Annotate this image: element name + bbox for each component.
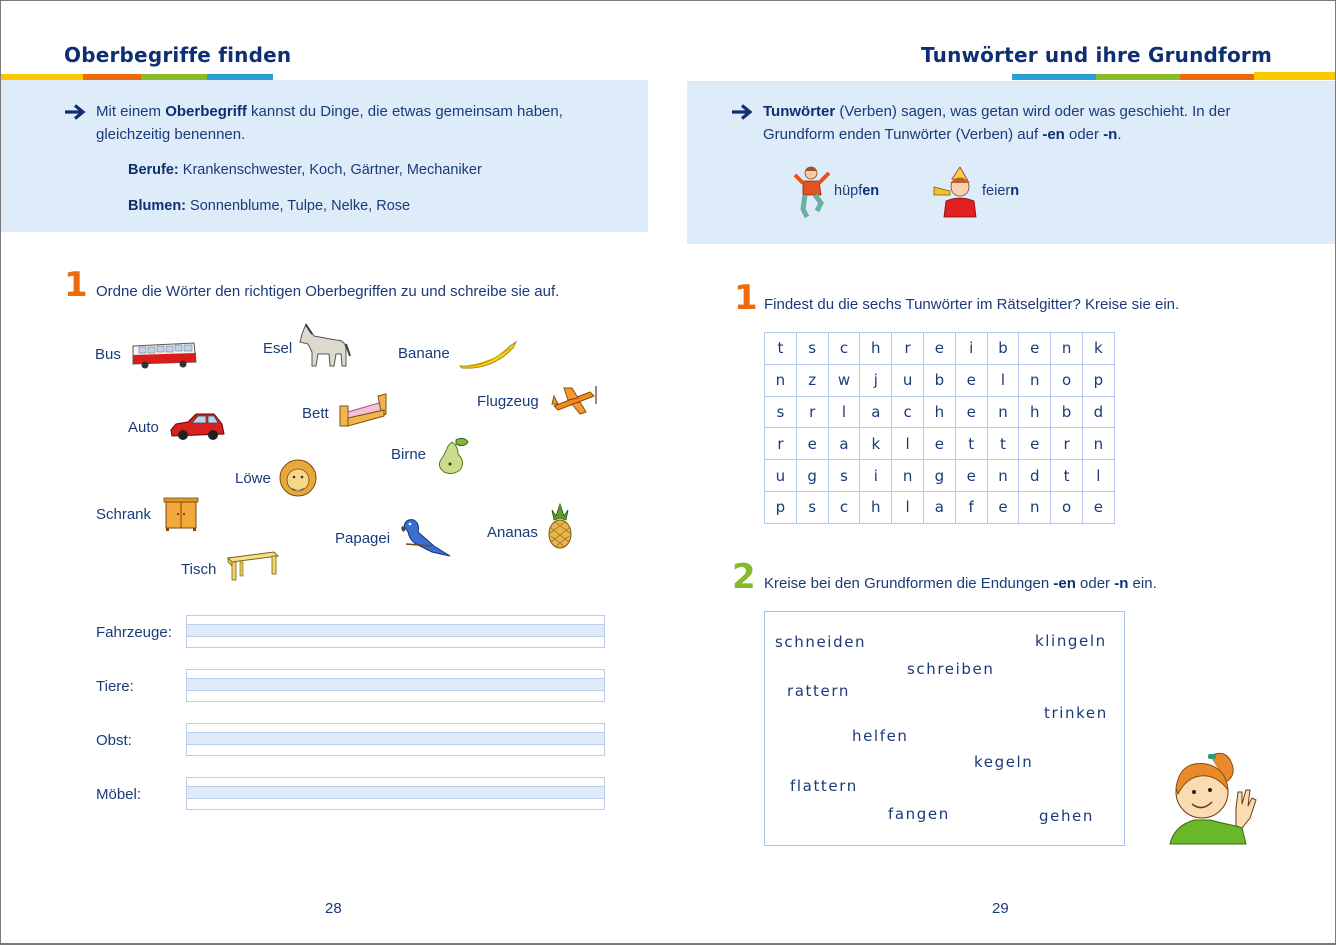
word-loewe: Löwe <box>235 470 271 487</box>
jumping-boy-icon <box>793 165 833 221</box>
grid-cell[interactable]: u <box>765 460 797 492</box>
arrow-right-icon <box>731 104 753 120</box>
bed-icon <box>338 392 388 428</box>
page-title: Oberbegriffe finden <box>64 43 292 67</box>
grid-cell[interactable]: n <box>1051 333 1083 365</box>
verb-gehen[interactable]: gehen <box>1039 807 1094 825</box>
category-label-obst: Obst: <box>96 732 132 749</box>
grid-cell[interactable]: d <box>1082 396 1114 428</box>
task-number: 2 <box>732 557 756 597</box>
grid-cell[interactable]: h <box>860 491 892 523</box>
table-icon <box>226 550 280 582</box>
grid-cell[interactable]: t <box>765 333 797 365</box>
grid-cell[interactable]: k <box>1082 333 1114 365</box>
word-bus: Bus <box>95 346 121 363</box>
grid-cell[interactable]: n <box>1082 428 1114 460</box>
grid-cell[interactable]: l <box>1082 460 1114 492</box>
car-icon <box>168 410 226 442</box>
grid-cell[interactable]: z <box>796 364 828 396</box>
example-huepfen: hüpfen <box>834 183 880 199</box>
grid-cell[interactable]: l <box>892 428 924 460</box>
grid-row <box>765 333 1115 365</box>
task-number: 1 <box>734 278 758 318</box>
grid-cell[interactable]: c <box>892 396 924 428</box>
grid-cell[interactable]: t <box>987 428 1019 460</box>
grid-cell[interactable]: n <box>765 364 797 396</box>
bus-icon <box>130 340 198 370</box>
parrot-icon <box>398 516 452 558</box>
grid-cell[interactable]: f <box>955 491 987 523</box>
info-box <box>0 80 648 232</box>
verb-fangen[interactable]: fangen <box>888 805 950 823</box>
grid-cell[interactable]: r <box>892 333 924 365</box>
banana-icon <box>458 338 518 370</box>
grid-cell[interactable]: e <box>955 364 987 396</box>
word-papagei: Papagei <box>335 530 391 547</box>
info-text: Mit einem Oberbegriff kannst du Dinge, die etwas gemeinsam haben, gleichzeitig benennen. <box>96 103 563 143</box>
word-flugzeug: Flugzeug <box>477 393 539 410</box>
word-auto: Auto <box>128 419 159 436</box>
grid-row <box>765 364 1115 396</box>
verb-klingeln[interactable]: klingeln <box>1035 632 1107 650</box>
word-birne: Birne <box>391 446 427 463</box>
grid-cell[interactable]: e <box>955 460 987 492</box>
grid-cell[interactable]: r <box>1051 428 1083 460</box>
grid-cell[interactable]: h <box>860 333 892 365</box>
answer-line-obst[interactable] <box>186 723 605 756</box>
grid-cell[interactable]: p <box>1082 364 1114 396</box>
grid-cell[interactable]: s <box>796 333 828 365</box>
answer-line-fahrzeuge[interactable] <box>186 615 605 648</box>
word-tisch: Tisch <box>181 561 217 578</box>
grid-cell[interactable]: t <box>955 428 987 460</box>
grid-row <box>765 491 1115 523</box>
category-label-moebel: Möbel: <box>96 786 142 803</box>
grid-cell[interactable]: l <box>892 491 924 523</box>
cupboard-icon <box>162 496 200 532</box>
grid-cell[interactable]: p <box>765 491 797 523</box>
party-girl-icon <box>930 167 980 219</box>
verb-schneiden[interactable]: schneiden <box>775 633 867 651</box>
word-search-grid <box>764 332 1115 524</box>
grid-cell[interactable]: a <box>860 396 892 428</box>
grid-cell[interactable]: n <box>1019 491 1051 523</box>
grid-cell[interactable]: i <box>955 333 987 365</box>
verb-schreiben[interactable]: schreiben <box>907 660 995 678</box>
word-banane: Banane <box>398 345 450 362</box>
grid-cell[interactable]: n <box>987 460 1019 492</box>
grid-cell[interactable]: c <box>828 491 860 523</box>
task-instruction: Findest du die sechs Tunwörter im Rätselgitter? Kreise sie ein. <box>764 296 1180 313</box>
waving-girl-icon <box>1166 748 1262 848</box>
page-number: 28 <box>325 900 342 917</box>
example-blumen: Blumen: Sonnenblume, Tulpe, Nelke, Rose <box>128 198 411 214</box>
color-stripes <box>1012 72 1336 80</box>
grid-cell[interactable]: e <box>1082 491 1114 523</box>
word-ananas: Ananas <box>487 524 538 541</box>
grid-cell[interactable]: l <box>987 364 1019 396</box>
example-feiern: feiern <box>982 183 1020 199</box>
arrow-right-icon <box>64 104 86 120</box>
grid-cell[interactable]: e <box>923 333 955 365</box>
grid-cell[interactable]: c <box>828 333 860 365</box>
grid-cell[interactable]: d <box>1019 460 1051 492</box>
pineapple-icon <box>544 502 576 550</box>
airplane-icon <box>550 382 602 418</box>
word-bett: Bett <box>302 405 329 422</box>
grid-cell[interactable]: b <box>923 364 955 396</box>
example-berufe: Berufe: Krankenschwester, Koch, Gärtner, Mechaniker <box>128 162 482 178</box>
grid-cell[interactable]: s <box>828 460 860 492</box>
grid-cell[interactable]: w <box>828 364 860 396</box>
grid-cell[interactable]: b <box>1051 396 1083 428</box>
grid-cell[interactable]: r <box>796 396 828 428</box>
grid-cell[interactable]: e <box>923 428 955 460</box>
left-page <box>0 0 660 945</box>
grid-cell[interactable]: r <box>765 428 797 460</box>
page-number: 29 <box>992 900 1009 917</box>
task-instruction: Ordne die Wörter den richtigen Oberbegriffen zu und schreibe sie auf. <box>96 283 560 300</box>
task-number: 1 <box>64 265 88 305</box>
verb-helfen[interactable]: helfen <box>852 727 909 745</box>
verb-flattern[interactable]: flattern <box>790 777 858 795</box>
grid-row <box>765 428 1115 460</box>
info-box <box>687 81 1336 244</box>
color-stripes <box>0 72 273 80</box>
grid-cell[interactable]: s <box>796 491 828 523</box>
grid-cell[interactable]: n <box>892 460 924 492</box>
grid-cell[interactable]: e <box>796 428 828 460</box>
page-title: Tunwörter und ihre Grundform <box>920 43 1272 67</box>
grid-cell[interactable]: h <box>1019 396 1051 428</box>
grid-cell[interactable]: b <box>987 333 1019 365</box>
pear-icon <box>434 436 474 476</box>
word-schrank: Schrank <box>96 506 152 523</box>
grid-row <box>765 460 1115 492</box>
category-label-fahrzeuge: Fahrzeuge: <box>96 624 172 641</box>
grid-cell[interactable]: j <box>860 364 892 396</box>
donkey-icon <box>296 320 352 370</box>
grid-cell[interactable]: e <box>1019 428 1051 460</box>
grid-cell[interactable]: t <box>1051 460 1083 492</box>
grid-cell[interactable]: e <box>955 396 987 428</box>
category-label-tiere: Tiere: <box>96 678 134 695</box>
grid-cell[interactable]: o <box>1051 364 1083 396</box>
verb-trinken[interactable]: trinken <box>1044 704 1108 722</box>
grid-cell[interactable]: k <box>860 428 892 460</box>
verb-kegeln[interactable]: kegeln <box>974 753 1034 771</box>
grid-cell[interactable]: e <box>1019 333 1051 365</box>
grid-cell[interactable]: u <box>892 364 924 396</box>
task-instruction: Kreise bei den Grundformen die Endungen -en oder -n ein. <box>764 575 1157 592</box>
word-esel: Esel <box>263 340 293 357</box>
grid-cell[interactable]: n <box>1019 364 1051 396</box>
grid-cell[interactable]: a <box>923 491 955 523</box>
grid-row <box>765 396 1115 428</box>
verb-rattern[interactable]: rattern <box>787 682 850 700</box>
lion-icon <box>278 458 318 500</box>
grid-cell[interactable]: o <box>1051 491 1083 523</box>
answer-line-moebel[interactable] <box>186 777 605 810</box>
grid-cell[interactable]: g <box>923 460 955 492</box>
grid-cell[interactable]: l <box>828 396 860 428</box>
info-text: Tunwörter (Verben) sagen, was getan wird oder was geschieht. In der Grundform enden Tunwörter (Verben) auf -en oder -n. <box>763 103 1231 143</box>
grid-cell[interactable]: g <box>796 460 828 492</box>
grid-cell[interactable]: a <box>828 428 860 460</box>
verb-box <box>764 611 1125 846</box>
grid-cell[interactable]: n <box>987 396 1019 428</box>
grid-cell[interactable]: h <box>923 396 955 428</box>
grid-cell[interactable]: e <box>987 491 1019 523</box>
grid-cell[interactable]: s <box>765 396 797 428</box>
grid-cell[interactable]: i <box>860 460 892 492</box>
answer-line-tiere[interactable] <box>186 669 605 702</box>
